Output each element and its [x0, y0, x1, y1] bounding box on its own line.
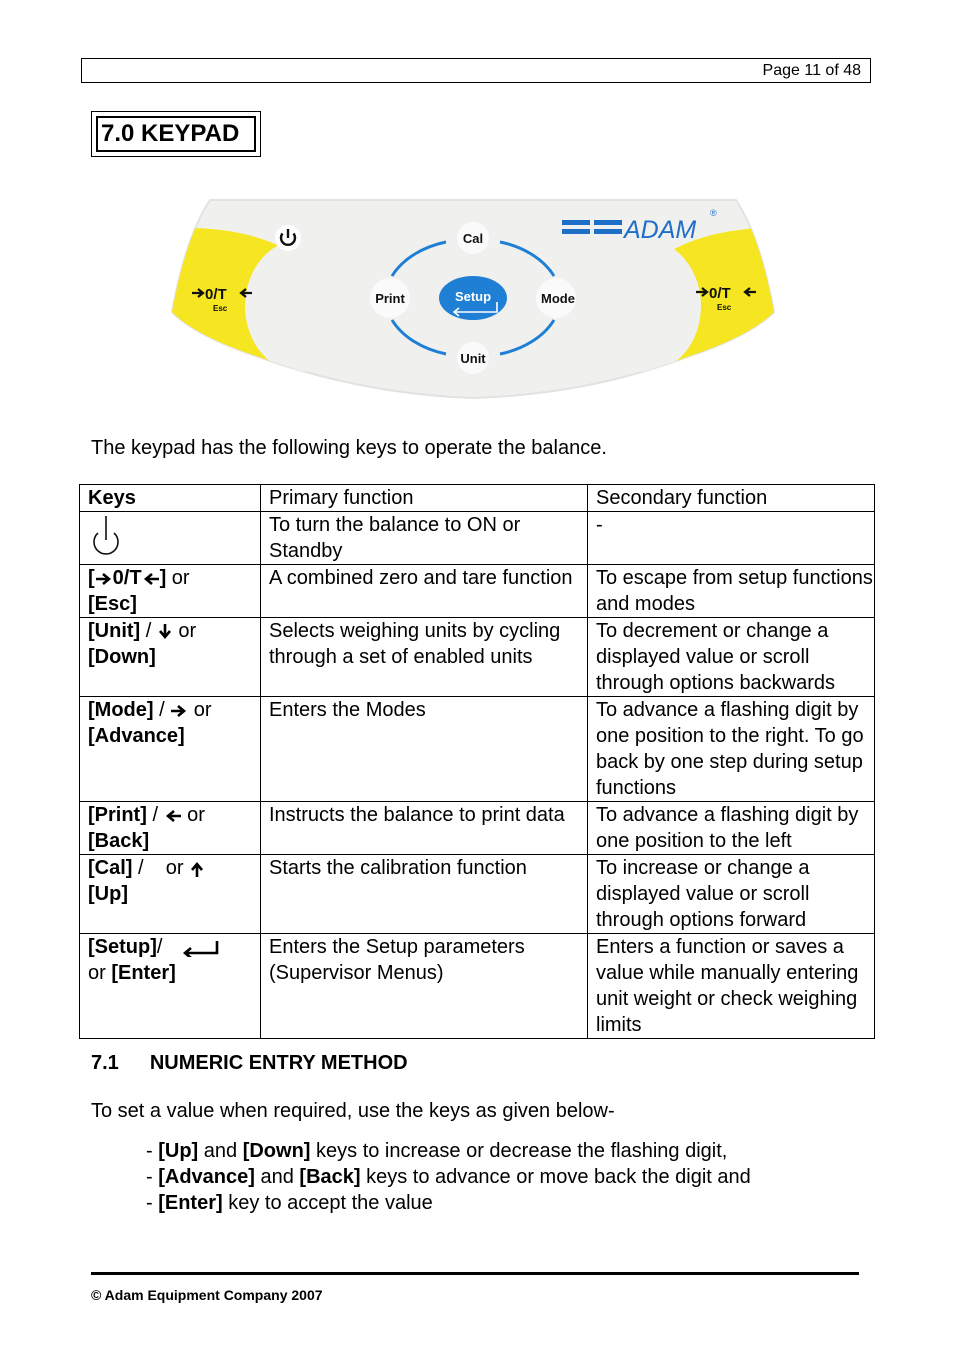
keys-table	[79, 484, 875, 1039]
key-cell: [Cal] / or [Up]	[80, 855, 261, 934]
setup-key[interactable]	[439, 276, 507, 320]
key-cell: [Unit] / or [Down]	[80, 618, 261, 697]
key-cell: [Mode] / or [Advance]	[80, 697, 261, 802]
keypad-illustration	[170, 196, 776, 400]
svg-text:Esc: Esc	[213, 304, 228, 313]
list-item: - [Up] and [Down] keys to increase or decrease the flashing digit,	[146, 1140, 728, 1162]
secondary-cell: To increase or change a displayed value or scroll through options forward	[588, 855, 875, 934]
section-heading: 7.0 KEYPAD	[96, 116, 256, 152]
subsection-number: 7.1	[91, 1052, 119, 1074]
arrow-up-icon	[189, 860, 205, 878]
secondary-cell: To advance a flashing digit by one position to the right. To go back by one step during setup functions	[588, 697, 875, 802]
print-key[interactable]: Print	[375, 291, 405, 306]
list-item: - [Advance] and [Back] keys to advance or move back the digit and	[146, 1166, 751, 1188]
table-row	[80, 512, 875, 565]
header-primary: Primary function	[261, 485, 588, 512]
arrow-down-icon	[157, 623, 173, 641]
brand-name: ADAM	[624, 216, 697, 244]
subsection-heading	[91, 1052, 408, 1075]
secondary-cell: To decrement or change a displayed value or scroll through options backwards	[588, 618, 875, 697]
table-row	[80, 855, 875, 934]
enter-icon	[180, 939, 220, 957]
page-number-box	[81, 58, 871, 83]
footer-rule	[91, 1272, 859, 1275]
arrow-left-icon	[142, 571, 160, 587]
key-cell: [ 0/T ] or [Esc]	[80, 565, 261, 618]
mode-key[interactable]: Mode	[541, 291, 575, 306]
registered-mark: ®	[710, 208, 717, 218]
page-number: Page 11 of 48	[762, 62, 861, 79]
arrow-right-icon	[95, 571, 113, 587]
secondary-cell: Enters a function or saves a value while manually entering unit weight or check weighing limits	[588, 934, 875, 1039]
key-cell: [Setup]/ or [Enter]	[80, 934, 261, 1039]
table-row	[80, 697, 875, 802]
primary-cell: To turn the balance to ON or Standby	[261, 512, 588, 565]
secondary-cell: To advance a flashing digit by one position to the left	[588, 802, 875, 855]
table-header-row	[80, 485, 875, 512]
key-cell: [Print] / or [Back]	[80, 802, 261, 855]
table-row	[80, 618, 875, 697]
cal-key[interactable]: Cal	[462, 231, 484, 246]
primary-cell: Starts the calibration function	[261, 855, 588, 934]
key-cell	[80, 512, 261, 565]
section-heading-frame	[91, 111, 261, 157]
primary-cell: Enters the Modes	[261, 697, 588, 802]
header-secondary: Secondary function	[588, 485, 875, 512]
power-icon[interactable]	[275, 225, 301, 251]
power-icon	[88, 512, 124, 558]
primary-cell: A combined zero and tare function	[261, 565, 588, 618]
arrow-right-icon	[170, 703, 188, 719]
secondary-cell: To escape from setup functions and modes	[588, 565, 875, 618]
table-row	[80, 565, 875, 618]
table-row	[80, 934, 875, 1039]
numeric-entry-list	[146, 1138, 751, 1216]
numeric-intro: To set a value when required, use the keys as given below-	[91, 1100, 615, 1122]
arrow-left-icon	[164, 808, 182, 824]
svg-text:Esc: Esc	[717, 303, 732, 312]
footer-copyright: © Adam Equipment Company 2007	[91, 1287, 323, 1303]
primary-cell: Instructs the balance to print data	[261, 802, 588, 855]
unit-key[interactable]: Unit	[460, 351, 486, 366]
svg-text:0/T: 0/T	[709, 285, 731, 302]
primary-cell: Enters the Setup parameters (Supervisor Menus)	[261, 934, 588, 1039]
svg-text:0/T: 0/T	[205, 286, 227, 303]
primary-cell: Selects weighing units by cycling through a set of enabled units	[261, 618, 588, 697]
secondary-cell: -	[588, 512, 875, 565]
header-keys: Keys	[80, 485, 261, 512]
list-item: - [Enter] key to accept the value	[146, 1192, 433, 1214]
setup-key-label: Setup	[454, 289, 492, 304]
table-row	[80, 802, 875, 855]
intro-text: The keypad has the following keys to operate the balance.	[91, 437, 607, 459]
subsection-title: NUMERIC ENTRY METHOD	[149, 1052, 408, 1074]
